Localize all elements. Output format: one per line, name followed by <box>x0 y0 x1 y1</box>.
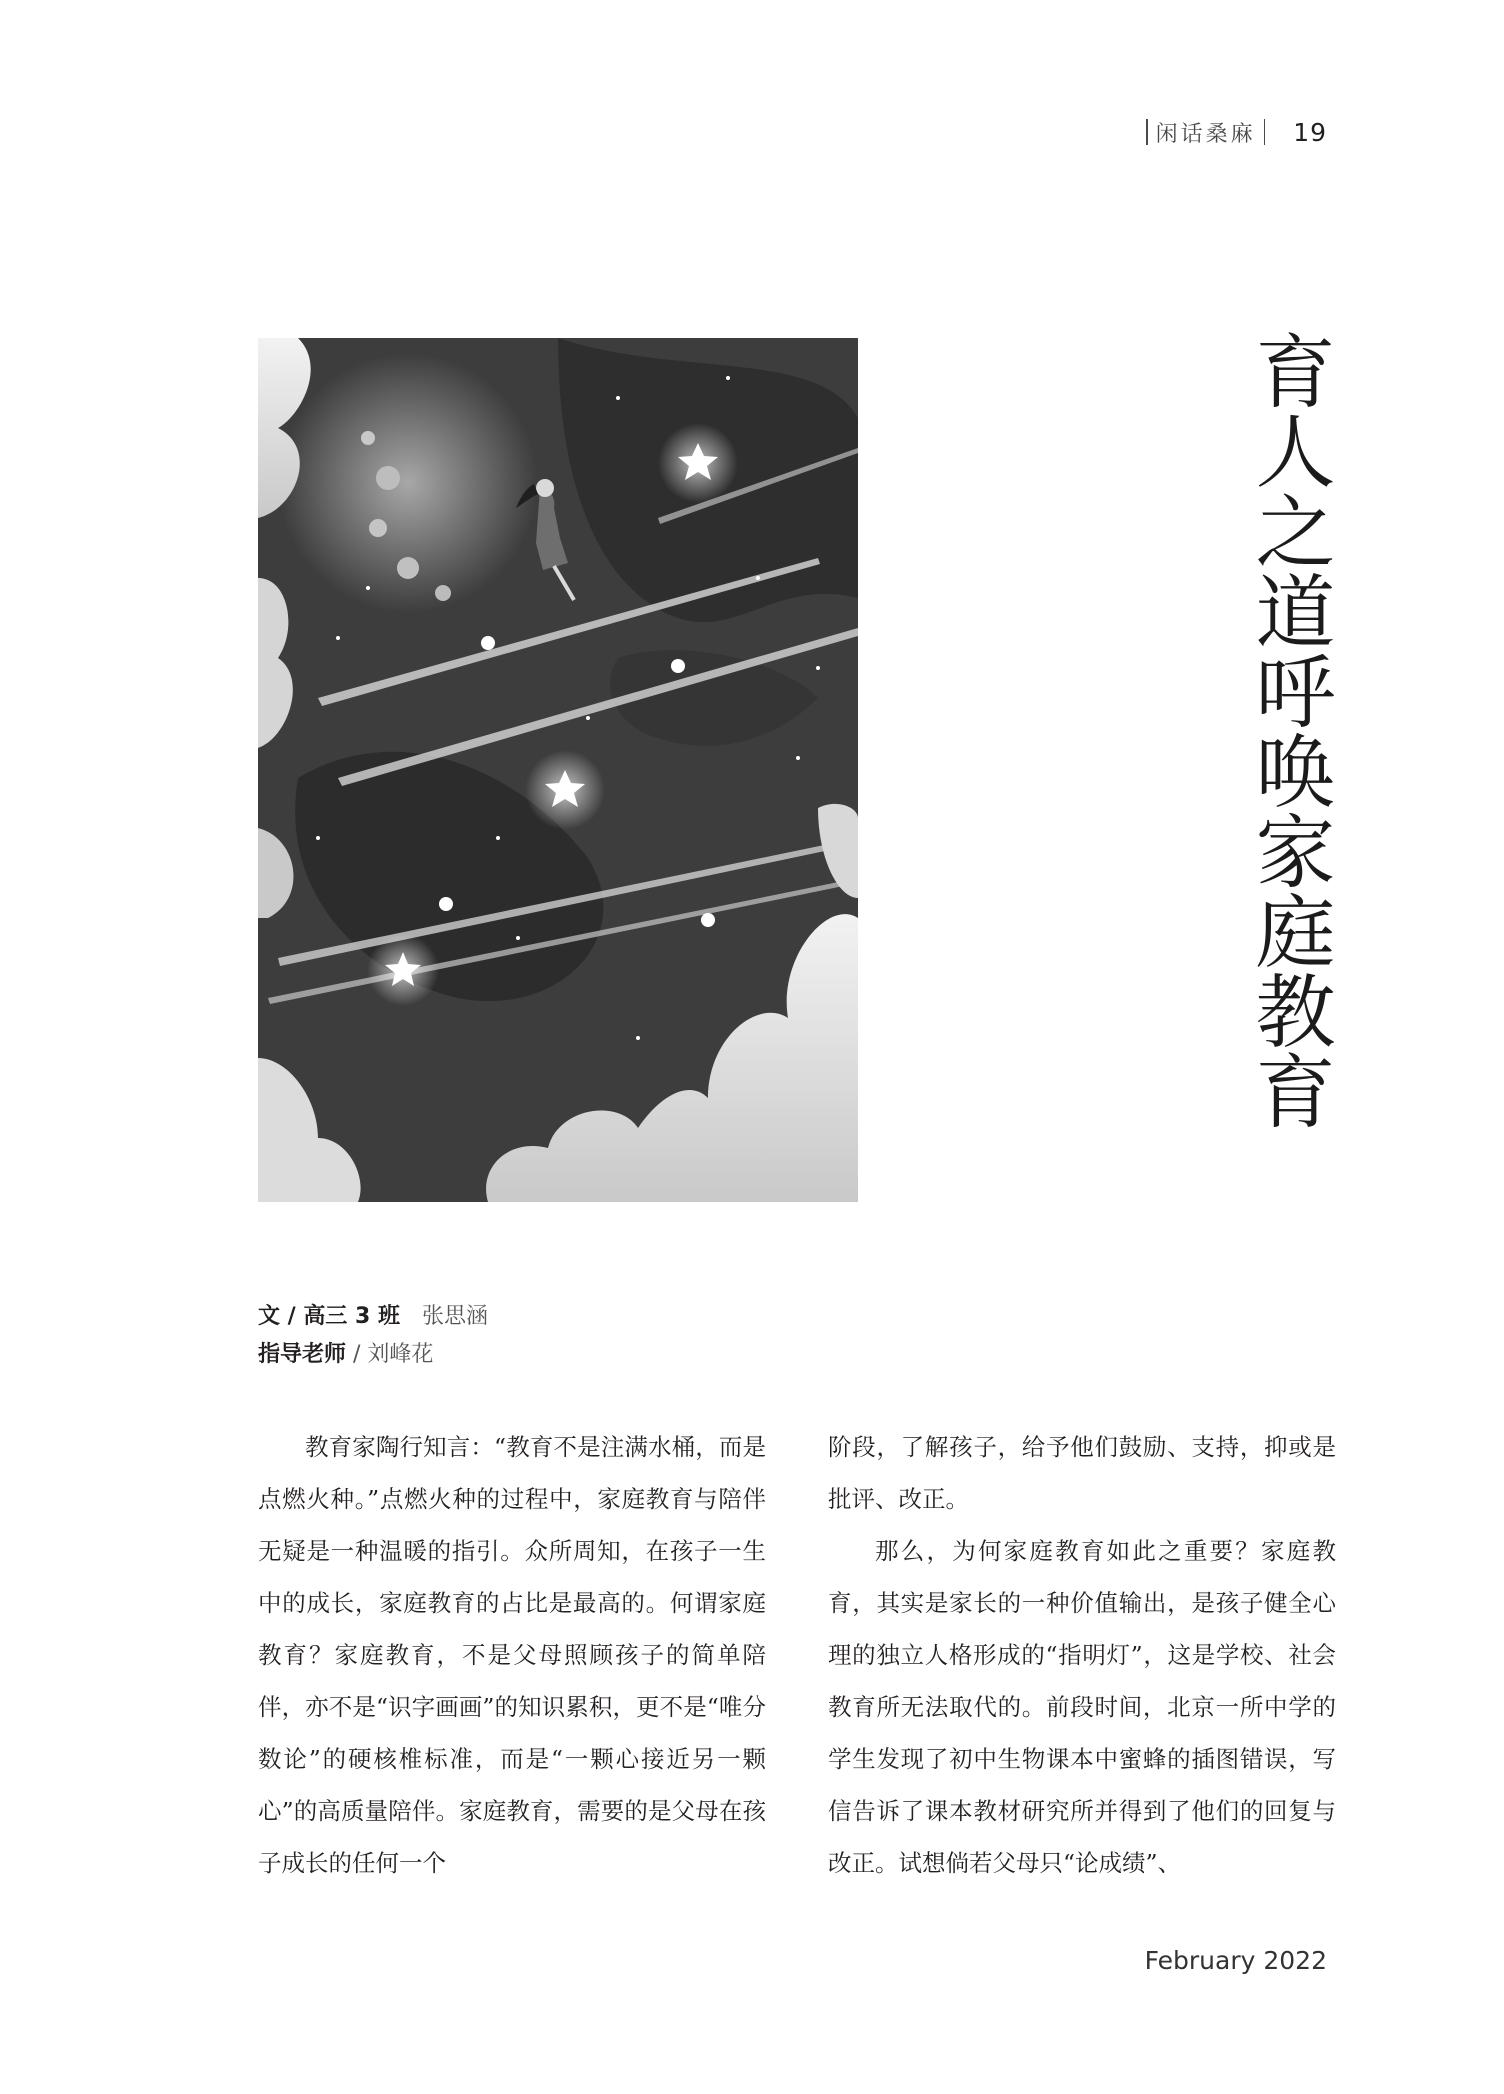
body-column-left <box>258 1421 766 1889</box>
header-divider-left <box>1146 119 1148 145</box>
advisor-name: / 刘峰花 <box>353 1342 434 1367</box>
header-divider-right <box>1264 119 1266 145</box>
author-line <box>258 1298 488 1336</box>
issue-date: February 2022 <box>1144 1946 1327 1975</box>
paragraph: 那么，为何家庭教育如此之重要？家庭教育，其实是家长的一种价值输出，是孩子健全心理的独立人格形成的“指明灯”，这是学校、社会教育所无法取代的。前段时间，北京一所中学的学生发现了初中生物课本中蜜蜂的插图错误，写信告诉了课本教材研究所并得到了他们的回复与改正。试想倘若父母只“论成绩”、 <box>828 1537 1336 1877</box>
paragraph: 教育家陶行知言：“教育不是注满水桶，而是点燃火种。”点燃火种的过程中，家庭教育与陪伴无疑是一种温暖的指引。众所周知，在孩子一生中的成长，家庭教育的占比是最高的。何谓家庭教育？家庭教育，不是父母照顾孩子的简单陪伴，亦不是“识字画画”的知识累积，更不是“唯分数论”的硬核椎标准，而是“一颗心接近另一颗心”的高质量陪伴。家庭教育，需要的是父母在孩子成长的任何一个 <box>258 1433 766 1877</box>
paragraph-continuation: 阶段，了解孩子，给予他们鼓励、支持，抑或是批评、改正。 <box>828 1433 1336 1513</box>
body-column-right <box>828 1421 1336 1889</box>
advisor-line <box>258 1336 488 1374</box>
night-sky-illustration <box>258 338 858 1202</box>
running-header <box>900 112 1327 152</box>
author-name: 张思涵 <box>421 1304 488 1329</box>
author-label: 文 / 高三 3 班 <box>258 1304 400 1329</box>
advisor-label: 指导老师 <box>258 1342 347 1367</box>
byline <box>258 1298 488 1374</box>
section-name: 闲话桑麻 <box>1155 121 1256 147</box>
page-number: 19 <box>1293 117 1327 147</box>
article-title: 育人之道呼唤家庭教育 <box>1242 330 1335 1130</box>
